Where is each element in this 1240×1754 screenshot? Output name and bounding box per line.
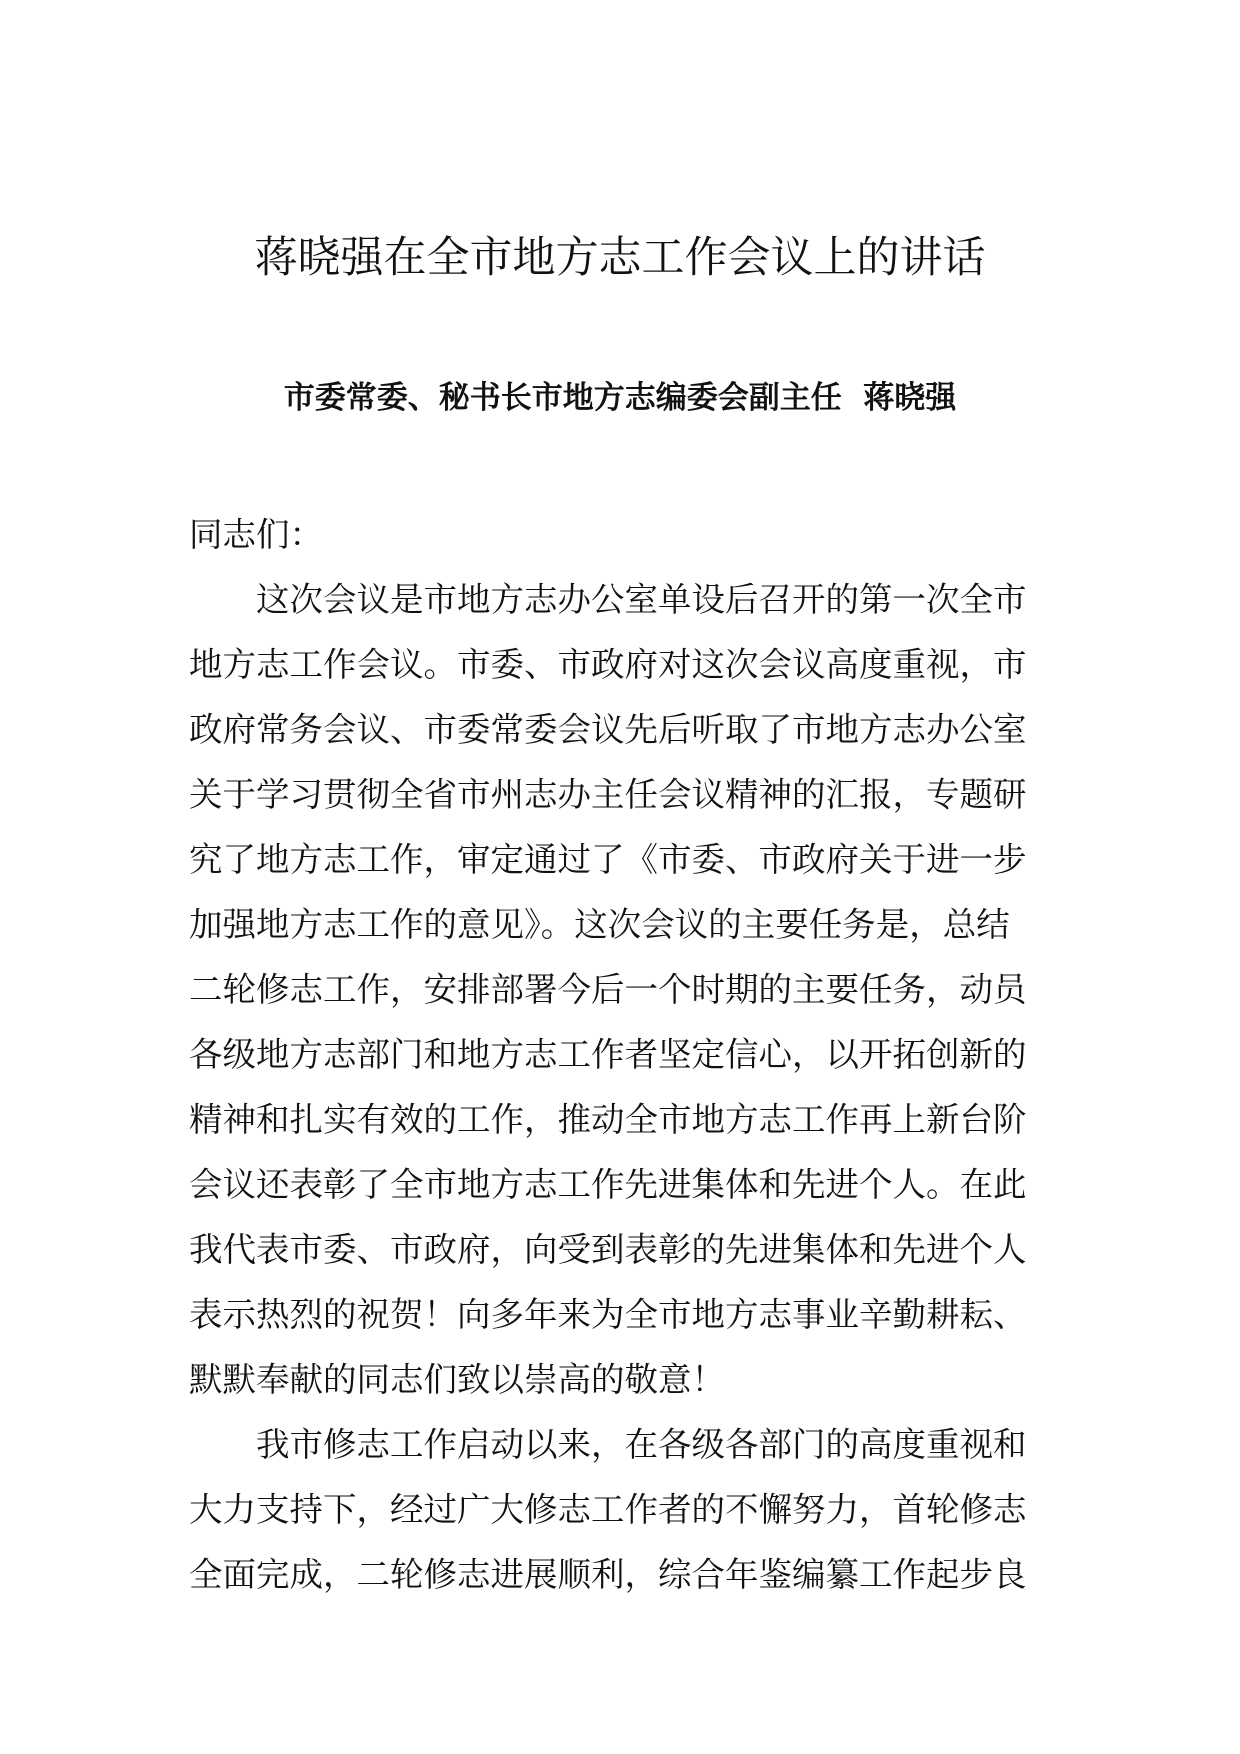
paragraph-line: 我代表市委、市政府，向受到表彰的先进集体和先进个人 [189,1230,1027,1269]
speaker-byline: 市委常委、秘书长市地方志编委会副主任 蒋晓强 [283,380,957,416]
paragraph-line: 这次会议是市地方志办公室单设后召开的第一次全市 [256,580,1027,619]
paragraph-line: 二轮修志工作，安排部署今后一个时期的主要任务，动员 [189,970,1027,1009]
paragraph-line: 我市修志工作启动以来，在各级各部门的高度重视和 [256,1425,1027,1464]
paragraph-line: 精神和扎实有效的工作，推动全市地方志工作再上新台阶 [189,1100,1027,1139]
paragraph-line: 大力支持下，经过广大修志工作者的不懈努力，首轮修志 [189,1490,1027,1529]
document-title: 蒋晓强在全市地方志工作会议上的讲话 [254,233,986,283]
paragraph-line: 政府常务会议、市委常委会议先后听取了市地方志办公室 [189,710,1027,749]
paragraph-line: 默默奉献的同志们致以崇高的敬意！ [189,1360,725,1399]
paragraph-line: 地方志工作会议。市委、市政府对这次会议高度重视，市 [189,645,1027,684]
paragraph-line: 究了地方志工作，审定通过了《市委、市政府关于进一步 [189,840,1027,879]
paragraph-line: 各级地方志部门和地方志工作者坚定信心，以开拓创新的 [189,1035,1027,1074]
paragraph-line: 关于学习贯彻全省市州志办主任会议精神的汇报，专题研 [189,775,1027,814]
paragraph-line: 全面完成，二轮修志进展顺利，综合年鉴编纂工作起步良 [189,1555,1027,1594]
paragraph-line: 加强地方志工作的意见》。这次会议的主要任务是，总结 [189,905,1010,944]
paragraph-line: 表示热烈的祝贺！向多年来为全市地方志事业辛勤耕耘、 [189,1295,1027,1334]
paragraph-line: 会议还表彰了全市地方志工作先进集体和先进个人。在此 [189,1165,1027,1204]
salutation: 同志们： [189,515,323,554]
document-body [189,502,1059,1607]
